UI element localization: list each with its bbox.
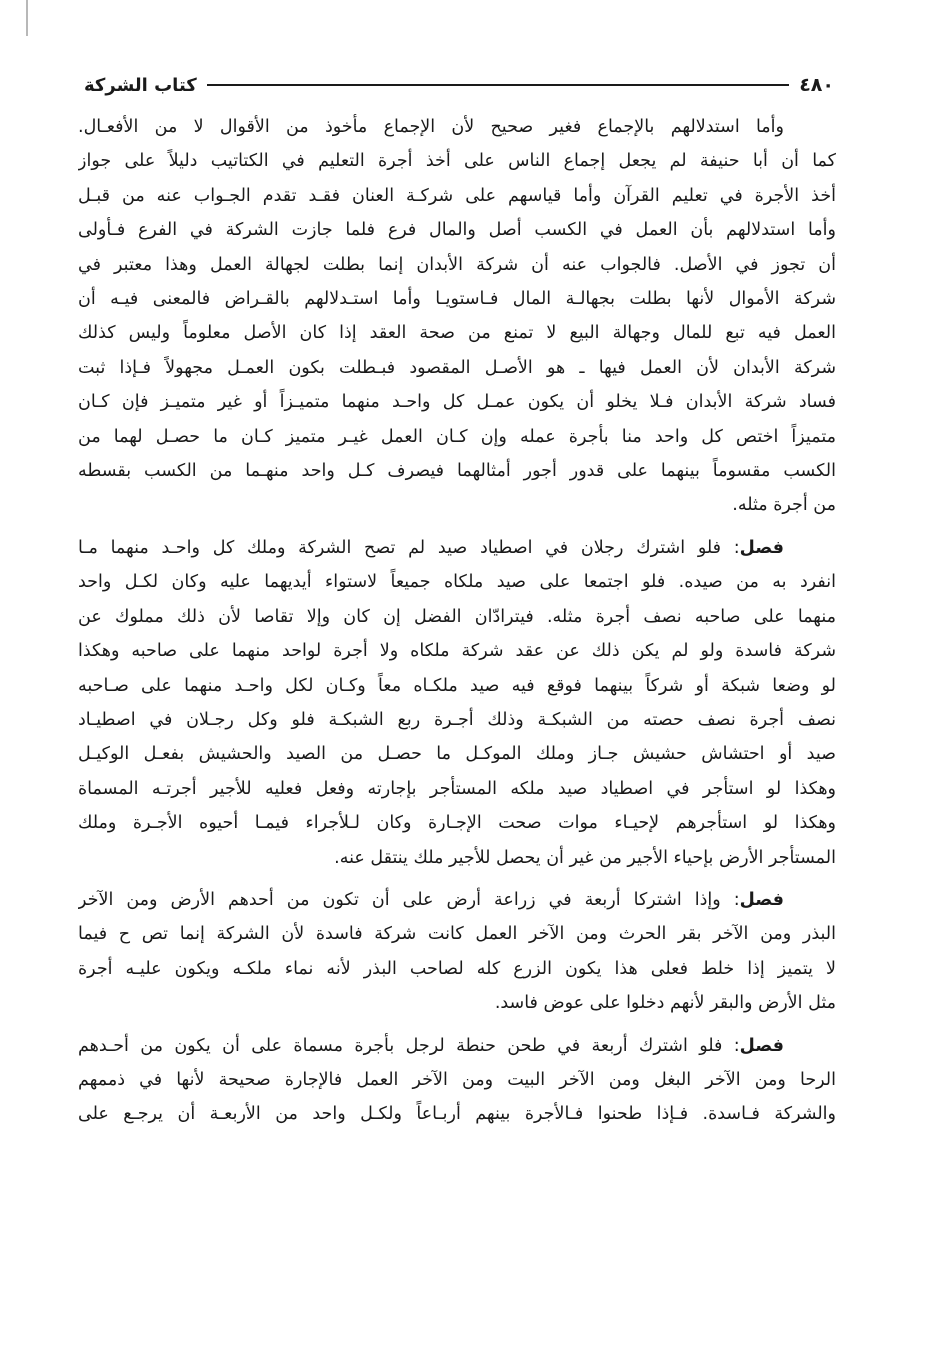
text-line: نصف أجرة نصف حصته من الشبكـة وذلك أجـرة ربع الشبكـة فلو وكل رجـلان في اصطيـاد [78,709,836,730]
text-line [78,883,836,917]
text-line: وأما استدلالهم بأن العمل في الكسب أصل والمال فرع فلما جازت الشركة في الفرع فـأولى [78,220,836,241]
section-label: فصل [739,537,784,558]
text-line: وأما استدلالهم بالإجماع فغير صحيح لأن الإجماع مأخوذ من الأقوال لا من الأفعـال. [78,117,784,137]
text-line [78,531,836,565]
running-title: كتاب الشركة [84,74,197,96]
text-line-rest: : وإذا اشتركا أربعة في زراعة أرض على أن تكون من أحدهم الأرض ومن الآخر [78,889,740,910]
text-line: والشركة فـاسدة. فـإذا طحنوا فـالأجرة بينهم أربـاعاً ولكـل واحد من الأربعـة أن يرجـع على [78,1104,836,1125]
text-line: أن تجوز في الأصل. فالجواب عنه أن شركة الأبدان إنما بطلت لجهالة العمل وهذا معتبر في [78,254,836,275]
page-number: ٤٨٠ [799,74,834,96]
text-line: وهكذا لو استأجر في اصطياد صيد ملكه المستأجر بإجارته وفعل فعليه للأجير أجرتـه المسماة [78,778,836,799]
text-line: فساد شركة الأبدان فـلا يخلو أن يكون عمـل كل واحـد منهما متميـزاً أو غير متميـز فإن كـان [78,392,836,413]
text-line-rest: : فلو اشترك رجلان في اصطياد صيد لم تصح الشركة وملك كل واحـد منهما مـا [78,537,740,558]
header-rule [207,84,789,86]
text-line: منهما على صاحبه نصف أجرة مثله. فيترادّان الفضل إن كان وإلا تقاصا لأن ذلك مملوك عن [78,606,836,627]
text-line: لا يتميز إذا خلط فعلى هذا يكون الزرع كله لصاحب البذر لأنه نماء ملكـه ويكون عليـه أجرة [78,958,836,979]
text-line: العمل فيه تبع للمال وجهالة البيع لا تمنع من صحة العقد إذا كان الأصل معلوماً وليس كذلك [78,323,836,344]
text-line: المستأجر الأرض بإحياء الأجير من غير أن يحصل للأجير ملك ينتقل عنه. [334,847,836,868]
text-line: وهكذا لو استأجرهم لإحيـاء موات صحت الإجـارة وكان لـلأجراء فيمـا أحيوه الأجـرة وملك [78,813,836,834]
paragraph [78,110,836,523]
text-line: متميزاً اختص كل واحد منا بأجرة عمله وإن كـان العمل غيـر متميز كـان ما حصـل لهما من [78,426,836,447]
text-line: الكسب مقسوماً بينهما على قدور أجور أمثالهما فيصرف كـل واحد منهـما من الكسب بقسطه [78,461,836,482]
body-text [78,110,836,1132]
text-line: كما أن أبا حنيفة لم يجعل إجماع الناس على أخذ أجرة التعليم في الكتاتيب دليلاً على جواز [78,151,836,172]
section-paragraph [78,883,836,1021]
text-line: انفرد به من صيده. فلو اجتمعا على صيد ملكاه جميعاً لاستواء أيديهما عليه وكان لكـل واحد [78,572,836,593]
section-label: فصل [739,889,784,910]
scan-edge-mark [26,0,28,36]
text-line: مثل الأرض والبقر لأنهم دخلوا على عوض فاسد. [494,993,836,1014]
page-header [84,70,834,100]
text-line: أخذ الأجرة في تعليم القرآن وأما قياسهم على شركـة العنان فقـد تقدم الجـواب عنه من قبـل [78,185,836,206]
text-line: لو وضعا شبكة أو شركاً بينهما فوقع فيه صيد ملكـاه معاً وكـان لكل واحـد منهما على صـاحبه [78,675,836,696]
section-paragraph [78,1029,836,1132]
text-line: الرحا ومن الآخر البغل ومن الآخر البيت ومن الآخر العمل فالإجارة صحيحة لأنها في ذممهم [78,1069,836,1090]
text-line: صيد أو احتشاش حشيش جـاز وملك الموكـل ما حصـل من الصيد والحشيش بفعـل الوكيـل [78,744,836,765]
text-line: من أجرة مثله. [732,495,836,516]
text-line: شركة الأموال لأنها بطلت بجهالـة المال فـاستويـا وأما استـدلالهم بالقـراض فالمعنى فيـه أن [78,289,836,310]
text-line: البذر ومن الآخر بقر الحرث ومن الآخر العمل كانت شركة فاسدة لأن الشركة إنما تص ح فيما [78,924,836,945]
text-line: شركة فاسدة ولو لم يكن ذلك عن عقد شركة ملكاه ولا أجرة لواحد منهما على صاحبه وهكذا [78,641,836,662]
text-line [78,1029,836,1063]
section-paragraph [78,531,836,875]
text-line: شركة الأبدان لأن العمل فيها ـ هو الأصـل المقصود فبـطلت بكون العمـل مجهولاً فـإذا ثبت [78,357,836,378]
section-label: فصل [739,1035,784,1056]
text-line-rest: : فلو اشترك أربعة في طحن حنطة لرجل بأجرة مسماة على أن يكون من أحـدهم [78,1035,740,1056]
